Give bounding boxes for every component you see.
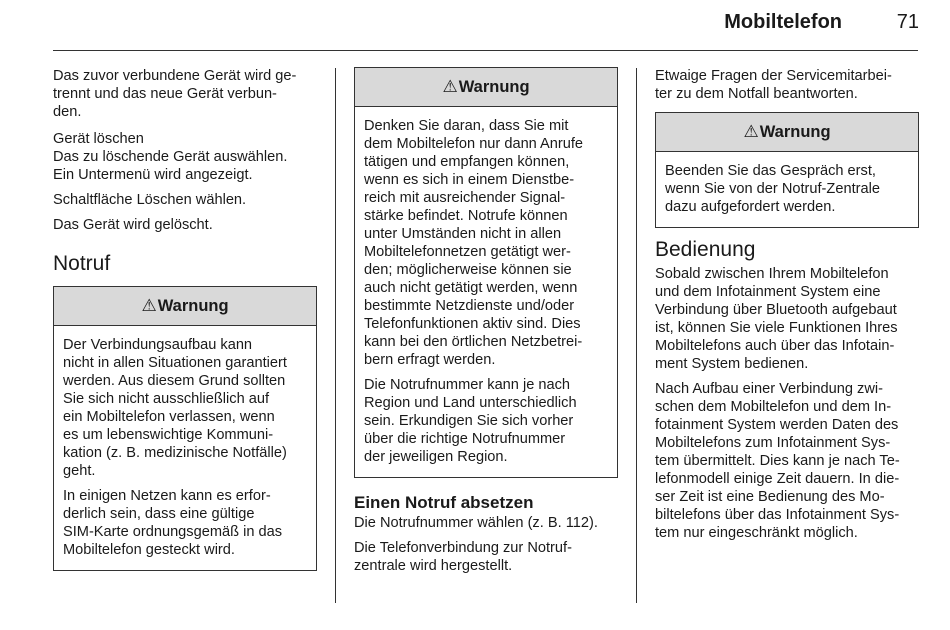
warning-triangle-icon: ⚠ bbox=[743, 122, 759, 141]
delete-device-text: Das zu löschende Gerät auswählen. Ein Untermenü wird angezeigt. bbox=[53, 149, 288, 183]
column-divider-1 bbox=[335, 68, 336, 603]
page-title: Mobiltelefon bbox=[724, 11, 842, 33]
warning-body bbox=[54, 326, 316, 570]
column-divider-2 bbox=[636, 68, 637, 603]
dial-instruction: Die Notrufnummer wählen (z. B. 112). bbox=[354, 515, 598, 531]
warning-body bbox=[656, 152, 918, 227]
warning-paragraph: Die Notrufnummer kann je nach Region und Land unterschiedlich sein. Erkundigen Sie sich vorher über die richtige Notrufnummer der jeweiligen Region. bbox=[364, 377, 577, 465]
page-number: 71 bbox=[896, 11, 919, 33]
connection-text: Die Telefonverbindung zur Notruf- zentrale wird hergestellt. bbox=[354, 540, 572, 574]
delete-button-instruction: Schaltfläche Löschen wählen. bbox=[53, 192, 247, 208]
header-divider bbox=[53, 50, 918, 51]
bedienung-paragraph: Nach Aufbau einer Verbindung zwi- schen dem Mobiltelefon und dem In- fotainment System werden Daten des Mobiltelefons zum Infotainment Sys- tem übermittelt. Dies kann je nach Te- lefonmodell einige Zeit dauern. In die- ser Zeit ist eine Bedienung des Mo- biltelefons über das Infotainment Sys- tem nur eingeschränkt möglich. bbox=[655, 381, 900, 541]
column-3 bbox=[655, 67, 919, 549]
warning-paragraph: In einigen Netzen kann es erfor- derlich sein, dass eine gültige SIM-Karte ordnungsgemäß in das Mobiltelefon gesteckt wird. bbox=[63, 488, 283, 558]
warning-paragraph: Der Verbindungsaufbau kann nicht in allen Situationen garantiert werden. Aus diesem Grund sollten Sie sich nicht ausschließlich auf ein Mobiltelefon verlassen, wenn es um lebenswichtige Kommuni- kation (z. B. medizinische Notfälle) geht. bbox=[63, 337, 287, 479]
warning-header: ⚠Warnung bbox=[355, 68, 617, 107]
section-title-notruf: Notruf bbox=[53, 252, 111, 275]
warning-header: ⚠Warnung bbox=[54, 287, 316, 326]
subheading-notruf-absetzen: Einen Notruf absetzen bbox=[354, 493, 534, 512]
page-reference: 112 bbox=[565, 515, 589, 531]
column-1 bbox=[53, 67, 317, 571]
intro-paragraph: Das zuvor verbundene Gerät wird ge- trennt und das neue Gerät verbun- den. bbox=[53, 68, 297, 120]
delete-device-heading: Gerät löschen bbox=[53, 131, 144, 147]
column-2 bbox=[354, 67, 618, 582]
warning-box bbox=[53, 286, 317, 571]
intro-paragraph: Etwaige Fragen der Servicemitarbei- ter zu dem Notfall beantworten. bbox=[655, 68, 892, 102]
bedienung-paragraph: Sobald zwischen Ihrem Mobiltelefon und dem Infotainment System eine Verbindung über Bluetooth aufgebaut ist, können Sie viele Funktionen Ihres Mobiltelefons auch über das Infotain- ment System bedienen. bbox=[655, 266, 898, 372]
warning-paragraph: Denken Sie daran, dass Sie mit dem Mobiltelefon nur dann Anrufe tätigen und empfangen können, wenn es sich in einem Dienstbe- reich mit ausreichender Signal- stärke befindet. Notrufe können unter Umständen nicht in allen Mobiltelefonnetzen getätigt wer- den; möglicherweise können sie auch nicht getätigt werden, wenn bestimmte Netzdienste und/oder Telefonfunktionen aktiv sind. Dies kann bei den örtlichen Netzbetrei- bern erfragt werden. bbox=[364, 118, 584, 368]
device-deleted-text: Das Gerät wird gelöscht. bbox=[53, 217, 213, 233]
loeschen-button-label: Löschen bbox=[136, 192, 192, 208]
warning-header: ⚠Warnung bbox=[656, 113, 918, 152]
section-title-bedienung: Bedienung bbox=[655, 238, 756, 261]
warning-paragraph: Beenden Sie das Gespräch erst, wenn Sie von der Notruf-Zentrale dazu aufgefordert werden. bbox=[665, 163, 880, 215]
warning-box bbox=[655, 112, 919, 228]
warning-triangle-icon: ⚠ bbox=[442, 77, 458, 96]
warning-body bbox=[355, 107, 617, 477]
warning-triangle-icon: ⚠ bbox=[141, 296, 157, 315]
warning-box bbox=[354, 67, 618, 478]
